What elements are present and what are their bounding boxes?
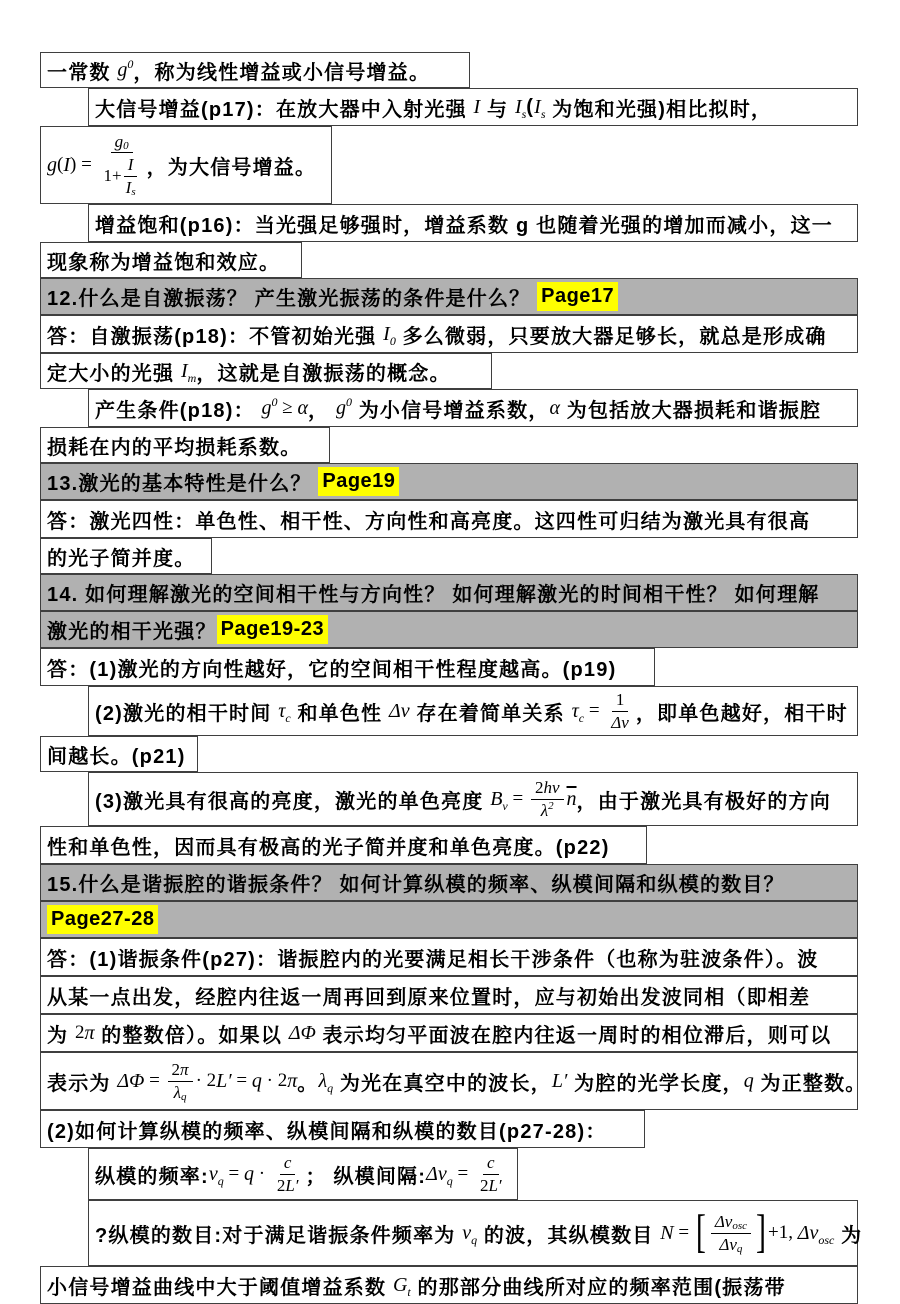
math-var: Δν [719,1234,737,1254]
text-run: ，由于激光具有极好的方向 [576,790,831,813]
math-op: 2 [276,1175,286,1195]
page-ref-highlight: Page27-28 [47,905,158,934]
math-var: λ [540,800,549,820]
line-20 [40,826,647,864]
text-run: 答：(1)谐振条件(p27)：谐振腔内的光要满足相长干涉条件（也称为驻波条件）。波 [47,948,819,971]
fraction-denominator [170,1082,191,1103]
math-var: hν [543,777,560,797]
text-run: 损耗在内的平均损耗系数。 [47,436,302,459]
math-var: I [473,95,481,118]
math-var: g [47,153,57,176]
line-3-formula [40,126,332,204]
math-subscript: ν [502,798,508,813]
text-run: 增益饱和(p16)：当光强足够强时，增益系数 g 也随着光强的增加而减小，这一 [95,214,833,237]
math-fraction [273,1153,303,1195]
math-subscript: q [181,1090,187,1103]
text-run: 产生条件(p18)： [95,399,262,422]
math-var: α [297,396,308,419]
text-run: 的整数倍）。如果以 [94,1024,289,1047]
math-var: ΔΦ [288,1021,316,1044]
math-var: L′ [285,1175,299,1195]
math-subscript: 0 [123,140,129,153]
line-21-question-15 [40,864,858,901]
math-subscript: q [736,1242,743,1255]
math-fraction [476,1153,506,1195]
page-ref-highlight: Page19-23 [217,615,328,644]
line-16 [40,648,655,686]
math-var: λ [318,1069,328,1092]
text-run: 为 [834,1224,863,1247]
text-run: 表示均匀平面波在腔内往返一周时的相位滞后，则可以 [315,1024,832,1047]
line-28-formula [88,1148,518,1200]
line-22-question-15b [40,901,858,938]
line-29-formula [88,1200,863,1266]
math-subscript: q [327,1080,334,1095]
line-13 [40,538,212,574]
math-var: Δν [389,699,410,722]
math-subscript: c [578,710,585,725]
math-var: g [114,131,124,151]
text-run: 的光子简并度。 [47,547,196,570]
text-run: 纵模的频率: [95,1165,209,1188]
math-var: I [514,95,522,118]
line-1 [40,52,470,88]
text-run: 为包括放大器损耗和谐振腔 [560,399,822,422]
math-op: 2 [479,1175,489,1195]
math-var: c [487,1152,495,1172]
fraction-numerator [111,132,133,154]
math-op: = [452,1163,473,1184]
text-run: (2)如何计算纵模的频率、纵模间隔和纵模的数目(p27-28)： [47,1120,607,1143]
math-subscript: osc [818,1232,835,1247]
math-op: ) = [70,154,97,175]
math-fraction [607,690,633,732]
math-var: c [283,1152,292,1172]
math-var: N [660,1221,674,1244]
text-run: 答：(1)激光的方向性越好，它的空间相干性程度越高。(p19) [47,658,617,681]
math-var: q [251,1069,262,1092]
math-var: π [84,1021,95,1044]
line-2 [88,88,858,126]
math-var: g [117,58,128,81]
math-var: I [125,177,132,197]
text-run: 现象称为增益饱和效应。 [47,251,281,274]
math-subscript: m [187,370,197,385]
math-var: I [63,153,70,176]
fraction-denominator [715,1234,746,1255]
math-var: L′ [488,1175,502,1195]
text-run: (2)激光的相干时间 [95,702,279,725]
math-subscript: 0 [389,333,396,348]
math-var: α [549,396,561,419]
math-op: · [253,1163,270,1184]
line-9 [88,389,858,427]
math-var: ΔΦ [117,1069,145,1092]
line-23 [40,938,858,976]
text-run: 大信号增益(p17)：在放大器中入射光强 [95,98,474,121]
math-fraction [100,132,144,199]
text-run: 为腔的光学长度， [567,1072,744,1095]
math-var: Δν [797,1221,819,1244]
line-30 [40,1266,858,1304]
text-run: 为小信号增益系数， [351,399,550,422]
math-bracket: [ [695,1206,706,1258]
text-run: ； 纵模间隔: [305,1165,427,1188]
math-fraction [531,778,564,820]
text-run: ，即单色越好，相干时 [635,702,848,725]
fraction-numerator [168,1060,193,1082]
math-var: G [392,1273,408,1296]
line-4 [88,204,858,242]
fraction-denominator [537,800,558,821]
math-overline: $\overline{n}$ [566,787,577,810]
text-run: 和单色性 [290,702,390,725]
text-run: 表示为 [47,1072,118,1095]
text-run: 。 [297,1072,319,1095]
math-var: λ [173,1082,181,1102]
math-var: I [127,155,134,175]
math-bracket: ] [756,1206,767,1258]
math-op: · 2 [195,1070,217,1091]
line-17 [88,686,858,736]
line-27 [40,1110,645,1148]
math-var: q [243,1162,254,1185]
line-5 [40,242,302,278]
line-8 [40,353,492,389]
text-run: ，这就是自激振荡的概念。 [196,362,451,385]
text-run: 为光在真空中的波长， [333,1072,552,1095]
fraction-denominator [273,1175,303,1196]
math-var: τ [571,699,579,722]
math-superscript: 0 [345,394,352,409]
math-op: +1, [768,1222,798,1243]
line-11-question-13 [40,463,858,500]
text-run: 答：激光四性：单色性、相干性、方向性和高亮度。这四性可归结为激光具有很高 [47,510,811,533]
math-var: τ [278,699,286,722]
text-run: 间越长。(p21) [47,745,186,768]
text-run: 激光的相干光强？ [47,621,217,643]
math-var: L′ [551,1069,568,1092]
math-subscript: osc [732,1220,748,1233]
text-run: 答：自激振荡(p18)：不管初始光强 [47,325,384,348]
math-subscript: q [217,1173,224,1188]
math-subscript: q [471,1232,478,1247]
line-6-question-12 [40,278,858,315]
math-var: Δν [611,712,629,732]
text-run: 12.什么是自激振荡？ 产生激光振荡的条件是什么？ [47,288,538,310]
page-ref-highlight: Page17 [537,282,618,311]
math-fraction [168,1060,193,1102]
math-var: Δν [426,1162,447,1185]
math-var: π [180,1059,189,1079]
math-fraction [122,155,140,197]
fraction-numerator [280,1153,296,1175]
math-op: ≥ [277,397,298,418]
text-run: 定大小的光强 [47,362,181,385]
page-ref-highlight: Page19 [318,467,399,496]
math-subscript: s [131,186,136,199]
math-op: 1+ [103,166,122,186]
fraction-numerator [483,1153,499,1175]
math-var: ν [462,1221,472,1244]
text-run: 性和单色性，因而具有极高的光子简并度和单色亮度。(p22) [47,836,610,859]
fraction-numerator [711,1212,751,1234]
math-subscript: c [285,710,291,725]
math-superscript: 0 [271,394,278,409]
text-run: 多么微弱，只要放大器足够长，就总是形成确 [395,325,827,348]
math-fraction [711,1212,751,1254]
math-var: ν [208,1162,218,1185]
math-op: = [144,1070,165,1091]
text-run: 为正整数。 [753,1072,867,1095]
text-run: 14. 如何理解激光的空间相干性与方向性？ 如何理解激光的时间相干性？ 如何理解 [47,584,820,606]
math-var: Δν [714,1211,733,1231]
math-superscript: 0 [127,56,134,71]
line-7 [40,315,858,353]
math-op: = [673,1222,694,1243]
math-var: L′ [216,1069,232,1092]
text-run: ，为大信号增益。 [146,156,317,179]
math-var: q [743,1069,754,1092]
text-run: 为 [47,1024,75,1047]
math-op: = [231,1070,252,1091]
line-25 [40,1014,858,1052]
text-run: 为饱和光强)相比拟时， [545,98,773,121]
math-superscript: 2 [548,799,554,812]
math-subscript: s [540,106,546,121]
line-18 [40,736,198,772]
math-subscript: q [446,1173,453,1188]
text-run: 15.什么是谐振腔的谐振条件？ 如何计算纵模的频率、纵模间隔和纵模的数目？ [47,874,785,896]
math-var: g [261,396,272,419]
math-var: g [335,396,346,419]
math-op: · 2 [261,1070,288,1091]
fraction-denominator [122,177,140,198]
line-14-question-14 [40,574,858,611]
math-op: 2 [171,1059,181,1079]
math-subscript: t [407,1284,411,1299]
text-run: 与 [480,98,515,121]
text-run: 从某一点出发，经腔内往返一周再回到原来位置时，应与初始出发波同相（即相差 [47,986,811,1009]
math-var: I [534,95,541,118]
text-run: 存在着简单关系 [409,702,572,725]
text-run: ，称为线性增益或小信号增益。 [133,61,431,84]
text-run: ?纵模的数目:对于满足谐振条件频率为 [95,1224,463,1247]
text-run: (3)激光具有很高的亮度，激光的单色亮度 [95,790,491,813]
math-var: π [287,1069,298,1092]
math-var: B [490,787,503,810]
line-24 [40,976,858,1014]
fraction-denominator [100,153,144,198]
fraction-numerator [531,778,564,800]
math-var: I [383,322,390,345]
fraction-numerator [124,155,138,177]
line-15-question-14b [40,611,858,648]
line-26 [40,1052,867,1110]
math-op: 2 [534,777,544,797]
text-run: 13.激光的基本特性是什么？ [47,473,319,495]
text-run: 一常数 [47,61,118,84]
text-run: ， [307,399,336,422]
math-op: ( [57,154,64,175]
math-op: 2 [74,1022,85,1043]
document-content [40,52,867,1304]
fraction-denominator [607,712,633,733]
line-10 [40,427,330,463]
math-subscript: s [521,106,527,121]
math-op: 1 [615,689,625,709]
text-run: ( [526,95,535,118]
math-var: I [180,359,188,382]
fraction-numerator [612,690,629,712]
text-run: 的那部分曲线所对应的频率范围(振荡带 [410,1276,786,1299]
text-run: 小信号增益曲线中大于阈值增益系数 [47,1276,393,1299]
line-12 [40,500,858,538]
fraction-denominator [476,1175,506,1196]
math-op: = [507,788,528,809]
line-19 [88,772,858,826]
text-run: 的波，其纵模数目 [477,1224,661,1247]
math-op: = [584,700,605,721]
math-op: = [223,1163,244,1184]
